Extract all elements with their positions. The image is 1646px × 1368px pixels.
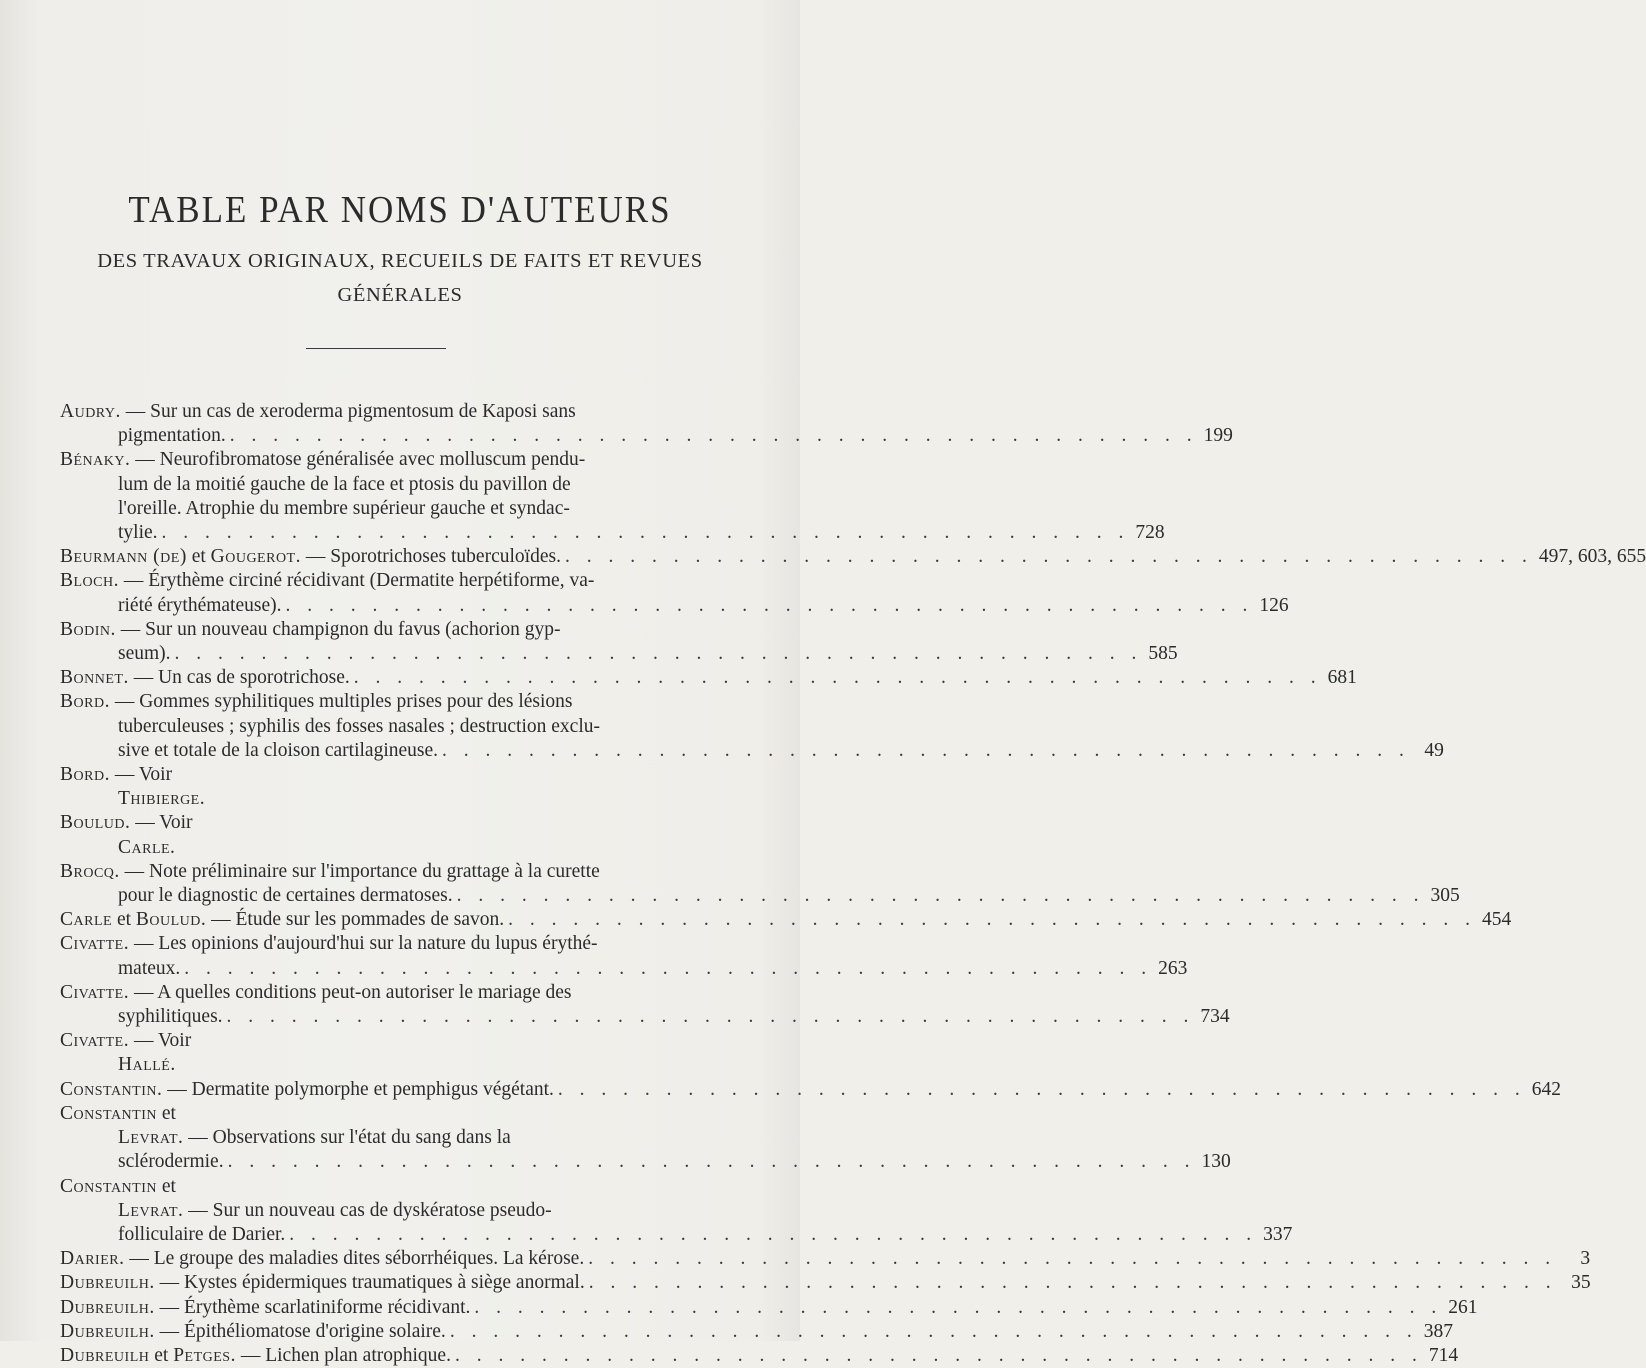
author-name: Dubreuilh. xyxy=(60,1272,155,1294)
entry-text: — Le groupe des maladies dites séborrhéiques. La kérose. xyxy=(124,1248,585,1270)
dot-leader: . . . . . . . . . . . . . . . . . . . . . . . . . . . . . . . . . . . . . . . . . . . . . xyxy=(174,643,1143,665)
index-entry xyxy=(60,1271,1591,1295)
index-entry xyxy=(60,545,1646,569)
entry-line xyxy=(60,1199,700,1223)
entry-text: — Voir xyxy=(109,764,173,786)
entry-text: pour le diagnostic de certaines dermatoses. xyxy=(118,885,453,907)
entry-text: — Dermatite polymorphe et pemphigus végétant. xyxy=(162,1078,554,1100)
entry-leader-line xyxy=(60,739,1444,763)
author-name: Bord. xyxy=(60,691,110,713)
entry-text: et xyxy=(157,1175,176,1197)
page-number: 126 xyxy=(1259,594,1289,616)
entry-leader-line xyxy=(60,1320,1453,1344)
page-number: 497, 603, 655 xyxy=(1538,546,1646,568)
index-entry xyxy=(60,1344,1459,1368)
entry-text: — Sur un nouveau cas de dyskératose pseudo- xyxy=(183,1199,552,1221)
page-number: 130 xyxy=(1201,1151,1231,1173)
entry-text: syphilitiques. xyxy=(118,1006,223,1028)
entry-text: pigmentation. xyxy=(118,425,226,447)
author-name: Levrat. xyxy=(118,1127,184,1149)
title-divider xyxy=(306,348,446,349)
author-name: Hallé. xyxy=(118,1054,176,1076)
index-entry xyxy=(60,1078,1562,1102)
dot-leader: . . . . . . . . . . . . . . . . . . . . . . . . . . . . . . . . . . . . . . . . . . . . . xyxy=(449,1320,1418,1342)
entry-line xyxy=(60,715,700,739)
entry-text: — Les opinions d'aujourd'hui sur la nature du lupus érythé- xyxy=(129,933,598,955)
entry-text: — Gommes syphilitiques multiples prises pour des lésions xyxy=(109,691,573,713)
entry-text: — Érythème scarlatiniforme récidivant. xyxy=(154,1296,471,1318)
entry-text: — Un cas de sporotrichose. xyxy=(128,667,350,689)
entry-text: folliculaire de Darier. xyxy=(118,1223,286,1245)
index-entry xyxy=(60,1029,700,1077)
entry-text: tuberculeuses ; syphilis des fosses nasales ; destruction exclu- xyxy=(118,715,600,737)
index-entry xyxy=(60,690,1444,763)
entry-line xyxy=(60,932,700,956)
page-number: 261 xyxy=(1448,1296,1478,1318)
entry-leader-line xyxy=(60,884,1460,908)
author-name: Constantin. xyxy=(60,1078,163,1100)
entry-leader-line xyxy=(60,908,1512,932)
author-name: Bénaky. xyxy=(60,449,131,471)
entry-line xyxy=(60,1175,700,1199)
entry-leader-line xyxy=(60,1296,1478,1320)
page-number: 681 xyxy=(1327,667,1357,689)
index-entry xyxy=(60,448,1165,545)
author-name: Civatte. xyxy=(60,981,130,1003)
page-number: 263 xyxy=(1158,957,1188,979)
entry-line xyxy=(60,1053,700,1077)
index-entry xyxy=(60,932,1188,980)
dot-leader: . . . . . . . . . . . . . . . . . . . . . . . . . . . . . . . . . . . . . . . . . . . . . xyxy=(456,885,1425,907)
dot-leader: . . . . . . . . . . . . . . . . . . . . . . . . . . . . . . . . . . . . . . . . . . . . . xyxy=(161,522,1130,544)
page-number: 728 xyxy=(1135,522,1165,544)
author-name: Civatte. xyxy=(60,933,130,955)
page-number: 387 xyxy=(1423,1320,1453,1342)
page-number: 714 xyxy=(1428,1344,1459,1366)
entry-text: — Sporotrichoses tuberculoïdes. xyxy=(300,546,561,568)
dot-leader: . . . . . . . . . . . . . . . . . . . . . . . . . . . . . . . . . . . . . . . . . . . . . xyxy=(227,1151,1196,1173)
index-entry xyxy=(60,400,1233,448)
entry-line xyxy=(60,690,700,714)
entry-text: — Neurofibromatose généralisée avec molluscum pendu- xyxy=(130,449,586,471)
entry-leader-line xyxy=(60,1344,1459,1368)
entry-line xyxy=(60,473,700,497)
entry-text: — Observations sur l'état du sang dans la xyxy=(183,1127,511,1149)
entry-leader-line xyxy=(60,1150,1231,1174)
entry-leader-line xyxy=(60,1247,1591,1271)
entry-text: — A quelles conditions peut-on autoriser le mariage des xyxy=(129,981,572,1003)
entry-text: — Sur un nouveau champignon du favus (achorion gyp- xyxy=(115,618,561,640)
entry-leader-line xyxy=(60,642,1178,666)
page-number: 642 xyxy=(1531,1078,1562,1100)
author-name: Bord. xyxy=(60,764,110,786)
index-entry xyxy=(60,1102,1231,1175)
entry-text: sclérodermie. xyxy=(118,1151,224,1173)
index-entry xyxy=(60,860,1460,908)
dot-leader: . . . . . . . . . . . . . . . . . . . . . . . . . . . . . . . . . . . . . . . . . . . . . xyxy=(229,425,1198,447)
page-number: 49 xyxy=(1424,739,1444,761)
entry-line xyxy=(60,836,700,860)
entry-line xyxy=(60,787,700,811)
entry-line xyxy=(60,448,700,472)
entry-line xyxy=(60,1029,700,1053)
dot-leader: . . . . . . . . . . . . . . . . . . . . . . . . . . . . . . . . . . . . . . . . . . . . . xyxy=(289,1223,1258,1245)
author-name: Audry. xyxy=(60,401,121,422)
entry-text: — Note préliminaire sur l'importance du grattage à la curette xyxy=(119,860,600,882)
index-entry xyxy=(60,908,1512,932)
entry-line xyxy=(60,569,700,593)
entry-line xyxy=(60,1126,700,1150)
page-title: TABLE PAR NOMS D'AUTEURS xyxy=(128,188,672,231)
index-entry xyxy=(60,811,700,859)
dot-leader: . . . . . . . . . . . . . . . . . . . . . . . . . . . . . . . . . . . . . . . . . . . . . xyxy=(588,1272,1557,1294)
dot-leader: . . . . . . . . . . . . . . . . . . . . . . . . . . . . . . . . . . . . . . . . . . . . . xyxy=(454,1344,1423,1366)
author-name: Gougerot. xyxy=(210,546,301,568)
entry-leader-line xyxy=(60,1223,1293,1247)
entry-text: — Kystes épidermiques traumatiques à siège anormal. xyxy=(154,1272,585,1294)
author-name: Bloch. xyxy=(60,570,119,592)
entry-text: et xyxy=(149,1344,174,1366)
dot-leader: . . . . . . . . . . . . . . . . . . . . . . . . . . . . . . . . . . . . . . . . . . . . . xyxy=(588,1248,1557,1270)
page-number: 35 xyxy=(1571,1272,1591,1294)
page-number: 734 xyxy=(1200,1006,1230,1028)
page-number: 3 xyxy=(1580,1248,1591,1270)
dot-leader: . . . . . . . . . . . . . . . . . . . . . . . . . . . . . . . . . . . . . . . . . . . . . xyxy=(564,546,1533,568)
author-name: Brocq. xyxy=(60,860,120,882)
index-entry xyxy=(60,569,1289,617)
author-name: Constantin xyxy=(60,1175,157,1197)
entry-text: riété érythémateuse). xyxy=(118,594,282,616)
index-entry xyxy=(60,981,1230,1029)
entry-text: — Sur un cas de xeroderma pigmentosum de Kaposi sans xyxy=(120,401,576,422)
dot-leader: . . . . . . . . . . . . . . . . . . . . . . . . . . . . . . . . . . . . . . . . . . . . . xyxy=(442,739,1410,761)
entry-line xyxy=(60,1102,700,1126)
author-name: Darier. xyxy=(60,1248,125,1270)
dot-leader: . . . . . . . . . . . . . . . . . . . . . . . . . . . . . . . . . . . . . . . . . . . . . xyxy=(285,594,1254,616)
entry-line xyxy=(60,497,700,521)
entry-line xyxy=(60,860,700,884)
entry-line xyxy=(60,618,700,642)
entry-text: mateux. xyxy=(118,957,181,979)
entry-text: — Voir xyxy=(129,1030,192,1052)
page-number: 454 xyxy=(1482,909,1512,931)
entry-text: lum de la moitié gauche de la face et ptosis du pavillon de xyxy=(118,473,571,495)
entry-text: tylie. xyxy=(118,522,158,544)
author-name: Petges. xyxy=(173,1344,236,1366)
entry-text: seum). xyxy=(118,643,171,665)
entry-leader-line xyxy=(60,1271,1591,1295)
index-entry xyxy=(60,1320,1453,1344)
author-name: Bonnet. xyxy=(60,667,129,689)
dot-leader: . . . . . . . . . . . . . . . . . . . . . . . . . . . . . . . . . . . . . . . . . . . . . xyxy=(353,667,1322,689)
author-name: Carle. xyxy=(118,836,176,858)
author-name: Boulud. xyxy=(60,812,131,834)
entry-line xyxy=(60,981,700,1005)
entry-leader-line xyxy=(60,545,1646,569)
dot-leader: . . . . . . . . . . . . . . . . . . . . . . . . . . . . . . . . . . . . . . . . . . . . . xyxy=(184,957,1153,979)
entry-leader-line xyxy=(60,957,1188,981)
author-name: Dubreuilh. xyxy=(60,1296,155,1318)
entry-text: et xyxy=(186,546,211,568)
entry-text: — Lichen plan atrophique. xyxy=(235,1344,451,1366)
author-name: Levrat. xyxy=(118,1199,184,1221)
index-entry xyxy=(60,666,1357,690)
page-number: 305 xyxy=(1430,885,1460,907)
page-subtitle: DES TRAVAUX ORIGINAUX, RECUEILS DE FAITS ET REVUES GÉNÉRALES xyxy=(97,250,703,306)
entry-text: et xyxy=(112,909,136,931)
dot-leader: . . . . . . . . . . . . . . . . . . . . . . . . . . . . . . . . . . . . . . . . . . . . . xyxy=(474,1296,1443,1318)
author-index-list xyxy=(60,400,1646,1368)
page-number: 337 xyxy=(1263,1223,1293,1245)
entry-text: — Étude sur les pommades de savon. xyxy=(206,909,505,931)
entry-leader-line xyxy=(60,1078,1562,1102)
index-entry xyxy=(60,1296,1478,1320)
entry-leader-line xyxy=(60,594,1289,618)
entry-leader-line xyxy=(60,521,1165,545)
index-entry xyxy=(60,763,700,811)
page-number: 585 xyxy=(1148,643,1178,665)
dot-leader: . . . . . . . . . . . . . . . . . . . . . . . . . . . . . . . . . . . . . . . . . . . . . xyxy=(226,1006,1195,1028)
entry-text: — Voir xyxy=(130,812,193,834)
author-name: Beurmann (de) xyxy=(60,546,187,568)
index-entry xyxy=(60,1247,1591,1271)
entry-line xyxy=(60,763,700,787)
entry-line xyxy=(60,811,700,835)
author-name: Civatte. xyxy=(60,1030,130,1052)
entry-leader-line xyxy=(60,1005,1230,1029)
dot-leader: . . . . . . . . . . . . . . . . . . . . . . . . . . . . . . . . . . . . . . . . . . . . . xyxy=(508,909,1477,931)
author-name: Constantin xyxy=(60,1102,157,1124)
author-name: Carle xyxy=(60,909,113,931)
author-name: Bodin. xyxy=(60,618,116,640)
entry-text: — Érythème circiné récidivant (Dermatite herpétiforme, va- xyxy=(119,570,595,592)
page-number: 199 xyxy=(1203,425,1233,447)
entry-text: l'oreille. Atrophie du membre supérieur gauche et syndac- xyxy=(118,497,570,519)
index-entry xyxy=(60,618,1178,666)
author-name: Dubreuilh xyxy=(60,1344,150,1366)
entry-leader-line xyxy=(60,424,1233,448)
index-entry xyxy=(60,1175,1293,1248)
entry-text: — Épithéliomatose d'origine solaire. xyxy=(154,1320,446,1342)
dot-leader: . . . . . . . . . . . . . . . . . . . . . . . . . . . . . . . . . . . . . . . . . . . . . xyxy=(557,1078,1526,1100)
author-name: Dubreuilh. xyxy=(60,1320,155,1342)
entry-text: sive et totale de la cloison cartilagineuse. xyxy=(118,739,439,761)
entry-text: et xyxy=(157,1102,176,1124)
entry-line xyxy=(60,400,700,424)
author-name: Boulud. xyxy=(135,909,207,931)
entry-leader-line xyxy=(60,666,1357,690)
author-name: Thibierge. xyxy=(118,788,206,810)
